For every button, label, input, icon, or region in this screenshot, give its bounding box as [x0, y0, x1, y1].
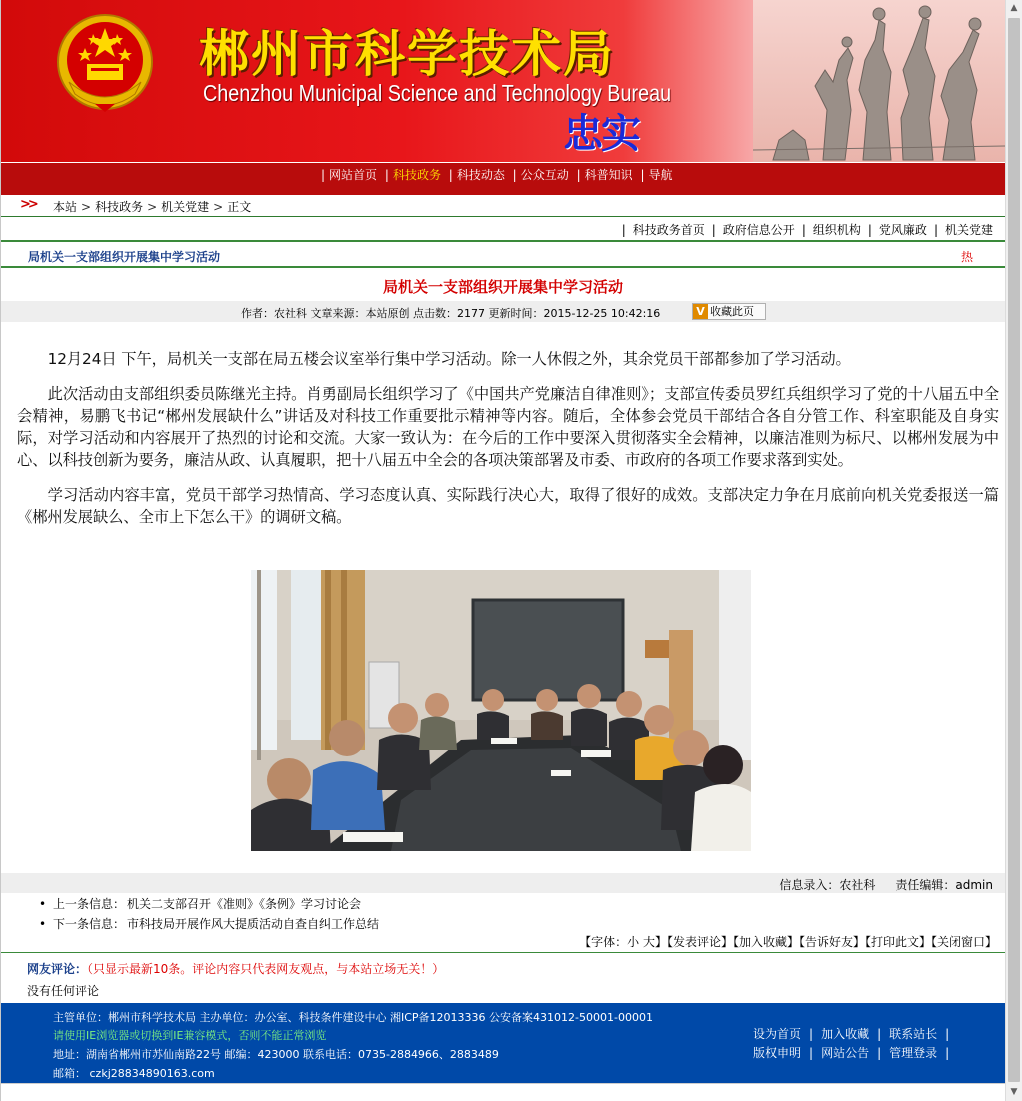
- site-title: 郴州市科学技术局: [199, 25, 615, 83]
- breadcrumb-sci-affairs[interactable]: 科技政务: [95, 200, 144, 214]
- site-subtitle: Chenzhou Municipal Science and Technology Bureau: [203, 80, 672, 106]
- divider: [1, 952, 1005, 953]
- comments-notice: （只显示最新10条。评论内容只代表网友观点，与本站立场无关！）: [87, 962, 445, 976]
- nav-item-sci-affairs[interactable]: 科技政务: [392, 168, 441, 182]
- comments-header: [27, 960, 444, 977]
- admin-login-link[interactable]: 管理登录: [889, 1046, 938, 1060]
- subnav-item-affairs-home[interactable]: 科技政务首页: [632, 223, 705, 237]
- article-toolbar[interactable]: 【字体：小 大】【发表评论】【加入收藏】【告诉好友】【打印此文】【关闭窗口】: [579, 935, 997, 949]
- main-nav: | 网站首页 | 科技政务 | 科技动态 | 公众互动 | 科普知识 | 导航: [1, 162, 1005, 195]
- sculpture-image: [753, 0, 1005, 162]
- editor-value: admin: [955, 878, 993, 892]
- breadcrumb-party-building[interactable]: 机关党建: [161, 200, 210, 214]
- article-paragraph: 12月24日 下午，局机关一支部在局五楼会议室举行集中学习活动。除一人休假之外，其余党员干部都参加了学习活动。: [47, 350, 851, 368]
- no-comments-text: 没有任何评论: [27, 984, 100, 998]
- breadcrumb-home[interactable]: 本站: [53, 200, 78, 214]
- double-chevron-icon: >>: [20, 197, 36, 212]
- footer-address: 地址：湖南省郴州市苏仙南路22号 邮编：423000 联系电话：0735-2884966、2883489: [53, 1048, 499, 1061]
- comments-heading: 网友评论：: [27, 962, 88, 976]
- breadcrumb: >> 本站 > 科技政务 > 机关党建 > 正文: [1, 195, 1005, 217]
- footer-email: 邮箱： czkj28834890163.com: [53, 1067, 215, 1080]
- subnav-item-organization[interactable]: 组织机构: [812, 223, 861, 237]
- bottom-margin: [1, 1083, 1005, 1101]
- footer-browser-notice: 请使用IE浏览器或切换到IE兼容模式，否则不能正常浏览: [53, 1029, 327, 1042]
- section-title-bar: [1, 242, 1005, 268]
- article-recorder-bar: [1, 873, 1005, 893]
- nav-item-navigation[interactable]: 导航: [648, 168, 673, 182]
- article-title: 局机关一支部组织开展集中学习活动: [382, 278, 623, 296]
- subnav-item-info-disclosure[interactable]: 政府信息公开: [722, 223, 795, 237]
- section-title: 局机关一支部组织开展集中学习活动: [28, 250, 221, 264]
- next-article-link[interactable]: 市科技局开展作风大提质活动自查自纠工作总结: [127, 917, 380, 931]
- entry-label: 信息录入：: [779, 878, 840, 892]
- footer-sponsor: 主管单位：郴州市科学技术局 主办单位：办公室、科技条件建设中心 湘ICP备12013336 公安备案431012-50001-00001: [53, 1011, 653, 1024]
- article-meta-bar: [1, 301, 1005, 322]
- scroll-up-icon[interactable]: ▲: [1010, 3, 1018, 13]
- footer-links-row: 设为首页 | 加入收藏 | 联系站长 |: [753, 1027, 950, 1041]
- vertical-scrollbar[interactable]: [1005, 0, 1022, 1101]
- copyright-link[interactable]: 版权申明: [753, 1046, 802, 1060]
- footer-links-row: 版权申明 | 网站公告 | 管理登录 |: [753, 1046, 950, 1060]
- article-body: [17, 348, 999, 541]
- nav-item-sci-knowledge[interactable]: 科普知识: [584, 168, 633, 182]
- article-paragraph: 学习活动内容丰富，党员干部学习热情高、学习态度认真、实际践行决心大，取得了很好的成效。支部决定力争在月底前向机关党委报送一篇《郴州发展缺么、全市上下怎么干》的调研文稿。: [17, 486, 999, 526]
- bookmark-icon: V: [693, 304, 708, 319]
- site-footer: [1, 1003, 1005, 1083]
- site-banner: [1, 0, 1005, 162]
- subnav-item-party-building[interactable]: 机关党建: [944, 223, 993, 237]
- editor-label: 责任编辑：: [895, 878, 956, 892]
- breadcrumb-current: 正文: [227, 200, 252, 214]
- contact-webmaster-link[interactable]: 联系站长: [889, 1027, 938, 1041]
- list-item: [39, 914, 379, 934]
- article-meta: 作者：农社科 文章来源：本站原创 点击数：2177 更新时间：2015-12-25 10:42:16: [241, 307, 661, 320]
- bookmark-page-button[interactable]: [692, 303, 766, 320]
- add-favorite-link[interactable]: 加入收藏: [821, 1027, 870, 1041]
- prev-label: 上一条信息：: [53, 897, 126, 911]
- hot-badge: 热: [961, 250, 974, 264]
- article-paragraph: 此次活动由支部组织委员陈继光主持。肖勇副局长组织学习了《中国共产党廉洁自律准则》；支部宣传委员罗红兵组织学习了党的十八届五中全会精神，易鹏飞书记“郴州发展缺什么”讲话及对科技工作重要批示精神等内容。随后，全体参会党员干部结合各自分管工作、科室职能及自身实际，对学习活动和内容展开了热烈的讨论和交流。大家一致认为：在今后的工作中要深入贯彻落实全会精神，以廉洁准则为标尺、以郴州发展为中心、以科技创新为要务，廉洁从政、认真履职，把十八届五中全会的各项决策部署及市委、市政府的各项工作要求落到实处。: [17, 385, 999, 469]
- list-item: [39, 894, 379, 914]
- entry-value: 农社科: [839, 878, 876, 892]
- bookmark-label: 收藏此页: [710, 305, 754, 318]
- bullet-icon: •: [39, 917, 47, 931]
- next-label: 下一条信息：: [53, 917, 126, 931]
- scroll-down-icon[interactable]: ▼: [1010, 1087, 1018, 1097]
- site-notice-link[interactable]: 网站公告: [821, 1046, 870, 1060]
- subnav-item-integrity[interactable]: 党风廉政: [878, 223, 927, 237]
- sub-nav: | 科技政务首页 | 政府信息公开 | 组织机构 | 党风廉政 | 机关党建: [621, 223, 993, 237]
- nav-item-public-interaction[interactable]: 公众互动: [520, 168, 569, 182]
- bullet-icon: •: [39, 897, 47, 911]
- nav-item-sci-news[interactable]: 科技动态: [456, 168, 505, 182]
- nav-item-home[interactable]: 网站首页: [329, 168, 378, 182]
- meeting-photo: [251, 570, 751, 851]
- prev-next-list: [39, 894, 379, 934]
- national-emblem-icon: [55, 12, 155, 116]
- set-homepage-link[interactable]: 设为首页: [753, 1027, 802, 1041]
- motto-text: 忠实: [563, 111, 639, 157]
- prev-article-link[interactable]: 机关二支部召开《准则》《条例》学习讨论会: [127, 897, 362, 911]
- scrollbar-thumb[interactable]: [1008, 18, 1020, 1082]
